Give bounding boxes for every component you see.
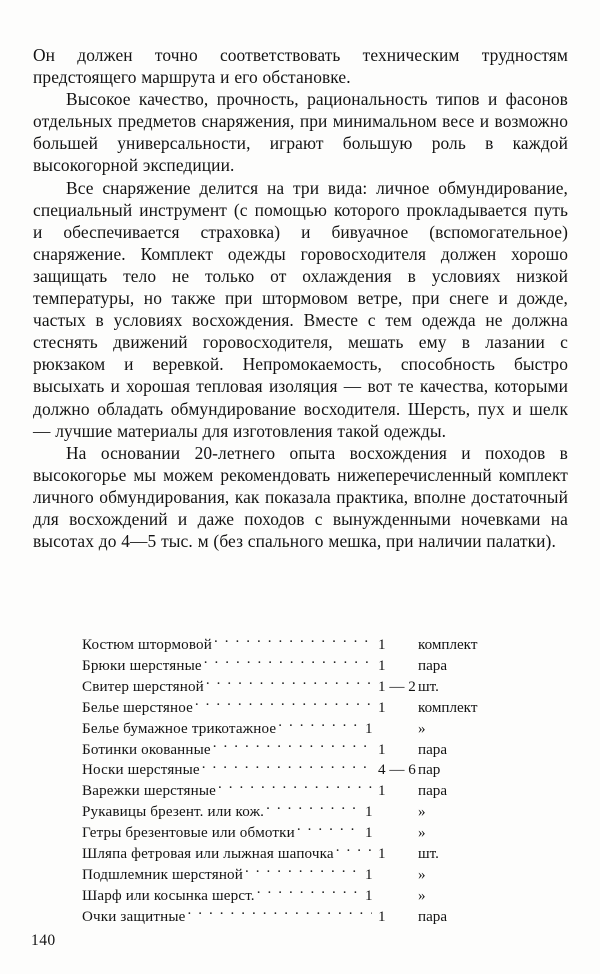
dot-leader — [336, 843, 372, 858]
equipment-item-unit: пара — [418, 783, 448, 800]
dot-leader — [195, 697, 372, 712]
dot-leader — [204, 655, 372, 670]
equipment-item-name: Белье шерстяное — [82, 699, 193, 716]
equipment-item-quantity: 1 — [378, 908, 386, 925]
equipment-item-unit: » — [418, 887, 426, 904]
dot-leader — [206, 676, 372, 691]
equipment-item-quantity: 1 — 2 — [378, 678, 416, 695]
dot-leader — [297, 822, 359, 837]
equipment-row — [82, 885, 502, 906]
equipment-item-name: Носки шерстяные — [82, 762, 200, 779]
equipment-item-name: Костюм штормовой — [82, 637, 212, 654]
paragraph: Все снаряжение делится на три вида: личное обмундирование, специальный инструмент (с помощью которого прокладывается путь и обеспечивается страховка) и бивуачное (вспомогательное) снаряжение. Комплект одежды горовосходителя должен хорошо защищать тело не только от охлаждения в условиях низкой температуры, но также при штормовом ветре, при снеге и дожде, частых в условиях восхождения. Вместе с тем одежда не должна стеснять движений горовосходителя, мешать ему в лазании с рюкзаком и веревкой. Непромокаемость, способность быстро высыхать и хорошая тепловая изоляция — вот те качества, которыми должно обладать обмундирование восходителя. Шерсть, пух и шелк — лучшие материалы для изготовления такой одежды. — [33, 177, 568, 441]
equipment-item-quantity: 1 — [378, 741, 386, 758]
equipment-row — [82, 634, 502, 655]
equipment-item-unit: шт. — [418, 846, 439, 862]
equipment-row — [82, 864, 502, 885]
dot-leader — [214, 634, 372, 649]
equipment-item-quantity: 1 — [365, 887, 373, 904]
equipment-item-quantity: 1 — [365, 866, 373, 883]
equipment-item-name: Белье бумажное трикотажное — [82, 720, 277, 737]
equipment-item-quantity: 4 — 6 — [378, 762, 416, 779]
page-number: 140 — [31, 932, 56, 949]
equipment-row — [82, 738, 502, 759]
equipment-item-name: Свитер шерстяной — [82, 678, 204, 695]
equipment-row — [82, 822, 502, 843]
equipment-item-quantity: 1 — [378, 637, 386, 654]
equipment-row — [82, 697, 502, 718]
equipment-item-unit: комплект — [418, 637, 478, 654]
dot-leader — [202, 759, 372, 774]
equipment-item-unit: пара — [418, 741, 448, 758]
equipment-item-quantity: 1 — [378, 846, 386, 862]
equipment-item-name: Подшлемник шерстяной — [82, 866, 243, 883]
equipment-row — [82, 906, 502, 927]
equipment-item-name: Варежки шерстяные — [82, 783, 217, 800]
equipment-row — [82, 843, 502, 864]
equipment-item-name: Ботинки окованные — [82, 741, 211, 758]
equipment-row — [82, 718, 502, 739]
equipment-item-unit: пар — [418, 762, 441, 779]
equipment-row — [82, 780, 502, 801]
dot-leader — [257, 885, 359, 900]
equipment-item-quantity: 1 — [365, 720, 373, 737]
paragraph: На основании 20-летнего опыта восхождения и походов в высокогорье мы можем рекомендовать нижеперечисленный комплект личного обмундирования, как показала практика, вполне достаточный для восхождений и даже походов с вынужденными ночевками на высотах до 4—5 тыс. м (без спального мешка, при наличии палатки). — [33, 442, 568, 552]
body-text-column — [33, 44, 568, 552]
dot-leader — [218, 780, 372, 795]
dot-leader — [278, 718, 359, 733]
dot-leader — [266, 801, 359, 816]
dot-leader — [245, 864, 359, 879]
equipment-item-name: Шарф или косынка шерст. — [82, 887, 255, 904]
equipment-item-unit: » — [418, 804, 426, 821]
equipment-item-unit: пара — [418, 657, 448, 674]
equipment-item-name: Очки защитные — [82, 908, 186, 925]
dot-leader — [188, 906, 372, 921]
equipment-item-unit: комплект — [418, 699, 478, 716]
equipment-item-quantity: 1 — [378, 699, 386, 716]
equipment-item-unit: » — [418, 720, 426, 737]
equipment-row — [82, 759, 502, 780]
equipment-item-quantity: 1 — [378, 783, 386, 800]
equipment-item-unit: пара — [418, 908, 448, 925]
equipment-item-quantity: 1 — [365, 804, 373, 821]
equipment-item-quantity: 1 — [365, 825, 373, 842]
paragraph: Он должен точно соответствовать техническим трудностям предстоящего маршрута и его обстановке. — [33, 45, 568, 88]
paragraph: Высокое качество, прочность, рациональность типов и фасонов отдельных предметов снаряжения, при минимальном весе и возможно большей универсальности, играют большую роль в каждой высокогорной экспедиции. — [33, 89, 568, 176]
equipment-item-name: Рукавицы брезент. или кож. — [82, 804, 265, 821]
equipment-item-name: Шляпа фетровая или лыжная шапочка — [82, 846, 334, 862]
equipment-item-unit: » — [418, 866, 426, 883]
equipment-row — [82, 655, 502, 676]
equipment-item-unit: » — [418, 825, 426, 842]
equipment-row — [82, 676, 502, 697]
equipment-item-name: Брюки шерстяные — [82, 657, 202, 674]
equipment-list — [82, 634, 502, 926]
dot-leader — [213, 738, 372, 753]
equipment-row — [82, 801, 502, 822]
equipment-item-name: Гетры брезентовые или обмотки — [82, 825, 295, 842]
equipment-item-unit: шт. — [418, 678, 439, 695]
equipment-item-quantity: 1 — [378, 657, 386, 674]
